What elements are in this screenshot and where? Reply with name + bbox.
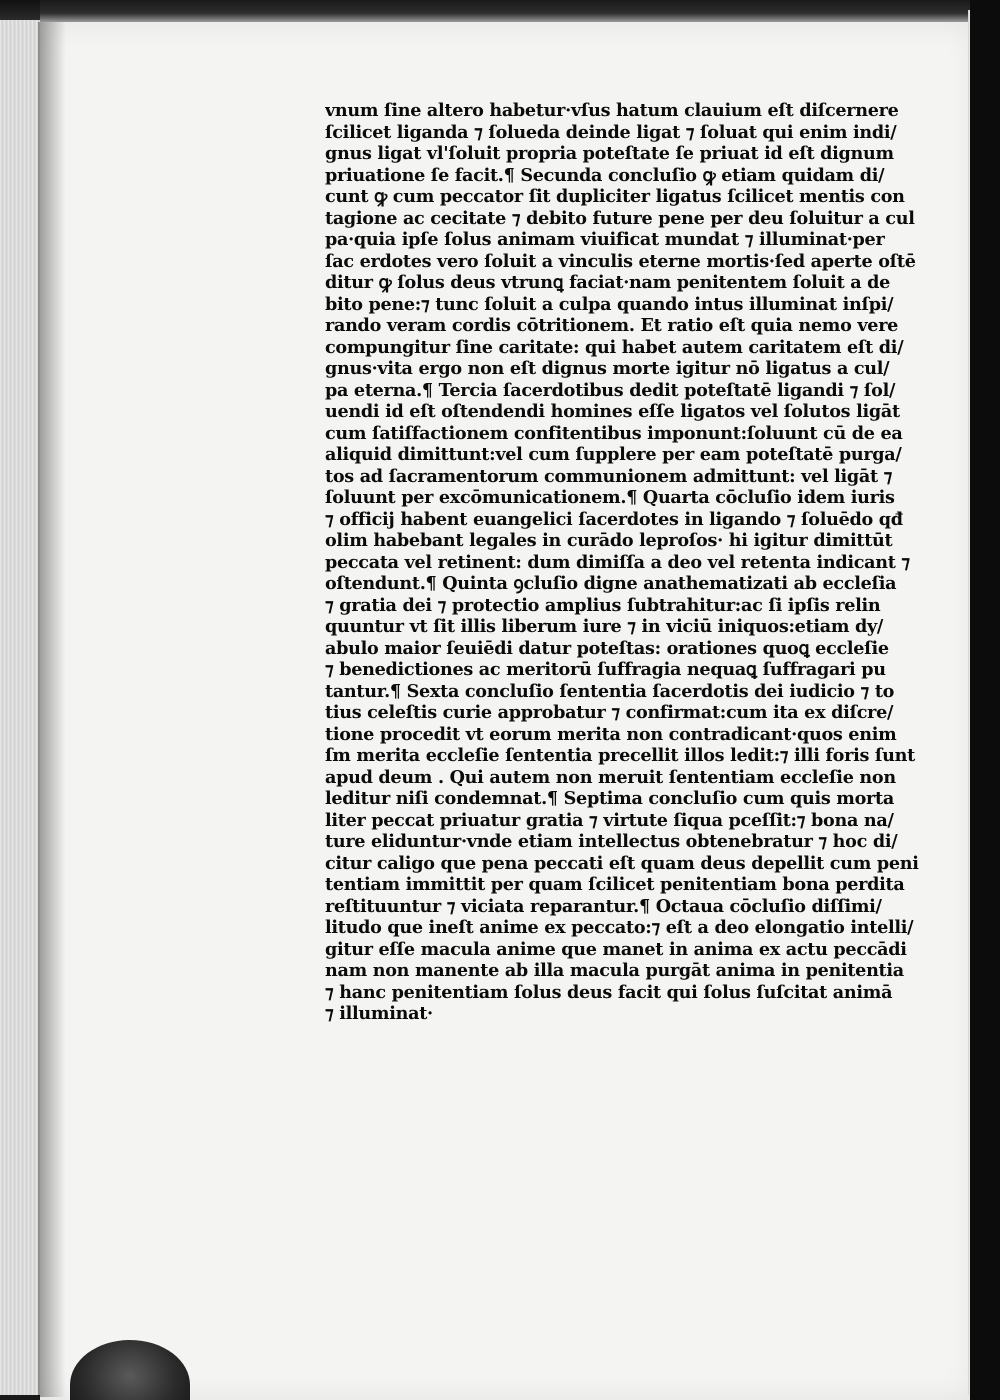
text-line: ſac erdotes vero ſoluit a vinculis eterne mortis·ſed aperte oſtē (325, 250, 916, 272)
text-line: tius celeſtis curie approbatur ⁊ confirmat:cum ita ex diſcre/ (325, 702, 894, 723)
binding-shadow (38, 22, 66, 1397)
text-line: tagione ac cecitate ⁊ debito future pene per deu ſoluitur a cul (325, 207, 915, 229)
incunable-text-column (325, 100, 930, 1025)
text-line: bito pene:⁊ tunc ſoluit a culpa quando intus illuminat inſpi/ (325, 293, 894, 315)
text-line: oſtendunt.¶ Quinta ꝯcluſio digne anathematizati ab eccleſia (325, 573, 897, 594)
text-line: gnus ligat vl'ſoluit propria poteſtate ſe priuat id eſt dignum (325, 143, 894, 164)
text-line: vnum ſine altero habetur·vſus hatum clauium eſt diſcernere (325, 100, 899, 121)
text-line: aliquid dimittunt:vel cum ſupplere per eam poteſtatē purga/ (325, 444, 902, 465)
text-line: ture eliduntur·vnde etiam intellectus obtenebratur ⁊ hoc di/ (325, 831, 898, 852)
text-line: uendi id eſt oſtendendi homines eſſe ligatos vel ſolutos ligāt (325, 401, 900, 422)
book-page-edges (0, 20, 41, 1395)
text-line: ⁊ illuminat· (325, 1003, 433, 1024)
text-line: liter peccat priuatur gratia ⁊ virtute ſiqua pceſſit:⁊ bona na/ (325, 809, 894, 831)
text-line: abulo maior ſeuiēdi datur poteſtas: orationes quoꝗ eccleſie (325, 637, 889, 659)
text-line: citur caligo que pena peccati eſt quam deus depellit cum peni (325, 852, 919, 874)
text-line: ⁊ benedictiones ac meritorū ſuffragia nequaꝗ ſuffragari pu (325, 659, 886, 680)
text-line: ⁊ gratia dei ⁊ protectio amplius ſubtrahitur:ac ſi ipſis relin (325, 594, 881, 616)
top-edge-shadow (40, 0, 975, 22)
text-line: quuntur vt ſit illis liberum iure ⁊ in viciū iniquos:etiam dy/ (325, 616, 884, 637)
text-line: priuatione ſe facit.¶ Secunda concluſio ꝙ etiam quidam di/ (325, 164, 885, 186)
text-line: compungitur ſine caritate: qui habet autem caritatem eſt di/ (325, 336, 904, 358)
background-right (970, 0, 1000, 1400)
text-line: reſtituuntur ⁊ viciata reparantur.¶ Octaua cōcluſio diſſimi/ (325, 895, 882, 917)
text-line: tos ad ſacramentorum communionem admittunt: vel ligāt ⁊ (325, 465, 893, 487)
text-line: rando veram cordis cōtritionem. Et ratio eſt quia nemo vere (325, 315, 899, 336)
text-line: tione procedit vt eorum merita non contradicant·quos enim (325, 723, 897, 745)
text-line: gitur eſſe macula anime que manet in anima ex actu peccādi (325, 938, 907, 960)
text-line: tantur.¶ Sexta concluſio ſententia ſacerdotis dei iudicio ⁊ to (325, 680, 895, 702)
text-line: ſcilicet liganda ⁊ ſolueda deinde ligat ⁊ ſoluat qui enim indi/ (325, 121, 897, 143)
text-line: nam non manente ab illa macula purgāt anima in penitentia (325, 960, 904, 981)
text-line: olim habebant legales in curādo leproſos· hi igitur dimittūt (325, 530, 893, 551)
text-line: gnus·vita ergo non eſt dignus morte igitur nō ligatus a cul/ (325, 358, 890, 379)
text-line: apud deum . Qui autem non meruit ſententiam eccleſie non (325, 766, 896, 788)
text-line: cum ſatiſfactionem confitentibus imponunt:ſoluunt cū de ea (325, 422, 903, 444)
text-line: cunt ꝙ cum peccator ſit dupliciter ligatus ſcilicet mentis con (325, 186, 905, 207)
text-line: ⁊ officij habent euangelici ſacerdotes in ligando ⁊ ſoluēdo qđ (325, 508, 903, 530)
text-line: tentiam immittit per quam ſcilicet penitentiam bona perdita (325, 874, 905, 895)
text-line: ſm merita eccleſie ſententia precellit illos ledit:⁊ illi foris ſunt (325, 745, 915, 766)
text-line: pa eterna.¶ Tercia ſacerdotibus dedit poteſtatē ligandi ⁊ ſol/ (325, 379, 896, 401)
text-line: peccata vel retinent: dum dimiſſa a deo vel retenta indicant ⁊ (325, 551, 910, 573)
text-line: ſoluunt per excōmunicationem.¶ Quarta cōcluſio idem iuris (325, 487, 895, 508)
text-line: ⁊ hanc penitentiam ſolus deus facit qui ſolus ſuſcitat animā (325, 981, 893, 1003)
text-line: ditur ꝙ ſolus deus vtrunꝗ faciat·nam penitentem ſoluit a de (325, 272, 891, 293)
text-line: litudo que ineſt anime ex peccato:⁊ eſt a deo elongatio intelli/ (325, 917, 914, 938)
text-line: leditur niſi condemnat.¶ Septima concluſio cum quis morta (325, 788, 894, 809)
text-line: pa·quia ipſe ſolus animam viuificat mundat ⁊ illuminat·per (325, 229, 885, 250)
